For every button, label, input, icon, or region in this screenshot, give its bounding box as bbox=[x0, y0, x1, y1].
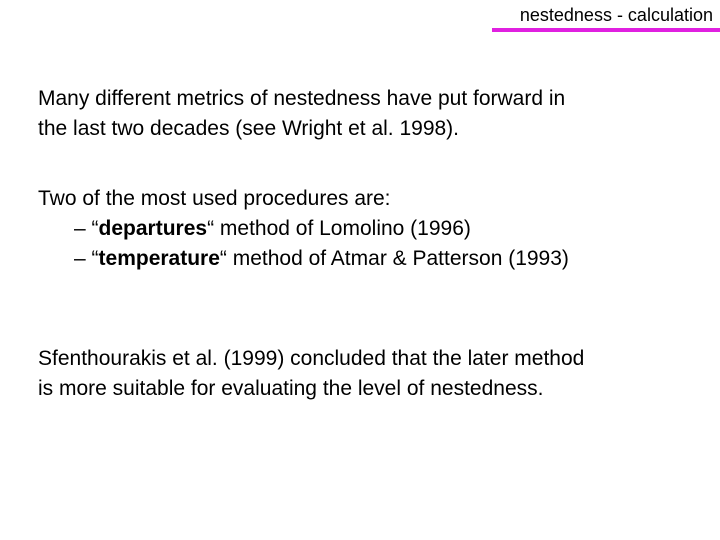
intro-line-1: Many different metrics of nestedness have put forward in bbox=[38, 87, 566, 110]
procedure-description: “ method of Atmar & Patterson (1993) bbox=[219, 247, 569, 270]
procedures-heading: Two of the most used procedures are: bbox=[38, 187, 391, 210]
title-underline bbox=[492, 28, 720, 32]
procedure-description: “ method of Lomolino (1996) bbox=[207, 217, 471, 240]
intro-line-2: the last two decades (see Wright et al. 1998). bbox=[38, 117, 460, 140]
procedures-section bbox=[38, 184, 698, 274]
slide-body bbox=[38, 84, 698, 404]
procedure-item bbox=[38, 214, 698, 244]
procedure-keyword: temperature bbox=[98, 247, 220, 270]
bullet-dash: – “ bbox=[74, 217, 99, 240]
conclusion-paragraph bbox=[38, 344, 698, 404]
bullet-dash: – “ bbox=[74, 247, 99, 270]
conclusion-line-2: is more suitable for evaluating the level of nestedness. bbox=[38, 377, 544, 400]
procedure-keyword: departures bbox=[98, 217, 208, 240]
intro-paragraph bbox=[38, 84, 698, 144]
slide-title: nestedness - calculation bbox=[519, 5, 713, 25]
procedure-item bbox=[38, 244, 698, 274]
conclusion-line-1: Sfenthourakis et al. (1999) concluded that the later method bbox=[38, 347, 585, 370]
